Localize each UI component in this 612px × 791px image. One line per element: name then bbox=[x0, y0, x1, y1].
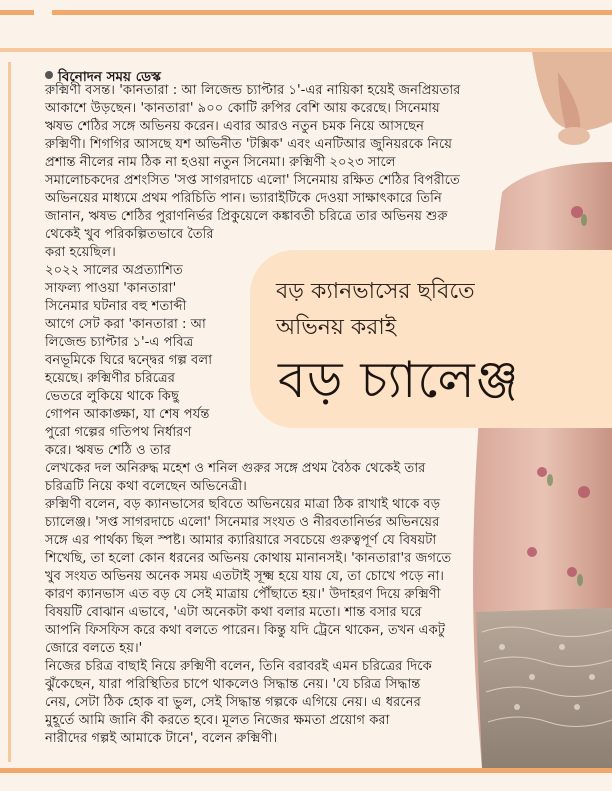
bullet-icon bbox=[45, 71, 53, 79]
body-line: থেকেই খুব পরিকল্পিতভাবে তৈরি bbox=[45, 227, 214, 242]
body-line: চরিত্রটি নিয়ে কথা বলেছেন অভিনেত্রী। bbox=[45, 479, 247, 494]
body-line: সাফল্য পাওয়া 'কানতারা' bbox=[45, 281, 177, 296]
top-rule-long bbox=[52, 10, 612, 15]
body-line: রুক্মিণী বসন্ত। 'কানতারা : আ লিজেন্ড চ্যাপ্টার ১'-এর নায়িকা হয়েই জনপ্রিয়তার bbox=[45, 83, 461, 98]
body-line: অভিনয়ের মাধ্যমে প্রথম পরিচিতি পান। ভ্যারাইটিকে দেওয়া সাক্ষাৎকারে তিনি bbox=[45, 191, 442, 206]
body-line: নিজের চরিত্র বাছাই নিয়ে রুক্মিণী বলেন, তিনি বরাবরই এমন চরিত্রের দিকে bbox=[45, 659, 432, 674]
body-line: করা হয়েছিল। bbox=[45, 245, 116, 260]
body-line: পুরো গল্পের গতিপথ নির্ধারণ bbox=[45, 425, 192, 440]
body-line: মুহূর্তে আমি জানি কী করতে হবে। মূলত নিজের ক্ষমতা প্রয়োগ করা bbox=[45, 713, 390, 728]
body-line: হয়েছে। রুক্মিণীর চরিত্রের bbox=[45, 371, 176, 386]
body-line: কারণ ক্যানভাস এত বড় যে সেই মাত্রায় পৌঁছাতে হয়।' উদাহরণ দিয়ে রুক্মিণী bbox=[45, 587, 441, 602]
body-line: সঙ্গে এর পার্থক্য ছিল স্পষ্ট। আমার ক্যারিয়ারে সবচেয়ে গুরুত্বপূর্ণ যে বিষয়টা bbox=[45, 533, 437, 548]
body-line: ২০২২ সালের অপ্রত্যাশিত bbox=[45, 263, 183, 278]
body-line: নেয়, সেটা ঠিক হোক বা ভুল, সেই সিদ্ধান্ত গল্পকে এগিয়ে নেয়। এ ধরনের bbox=[45, 695, 421, 710]
body-line: খুব সংযত অভিনয় অনেক সময় এতটাই সূক্ষ্ম হয়ে যায় যে, তা চোখে পড়ে না। bbox=[45, 569, 444, 584]
body-line: আপনি ফিসফিস করে কথা বলতে পারেন। কিন্তু যদি ট্রেনে থাকেন, তখন একটু bbox=[45, 623, 446, 638]
pullquote-headline: বড় চ্যালেঞ্জ bbox=[278, 351, 520, 409]
body-line: বিষয়টি বোঝান এভাবে, 'এটা অনেকটা কথা বলার মতো। শান্ত বসার ঘরে bbox=[45, 605, 422, 620]
body-line: ঋষভ শেঠির সঙ্গে অভিনয় করেন। এবার আরও নতুন চমক নিয়ে আসছেন bbox=[45, 119, 424, 134]
body-line: প্রশান্ত নীলের নাম ঠিক না হওয়া নতুন সিনেমা। রুক্মিণী ২০২৩ সালে bbox=[45, 155, 396, 170]
pullquote-line-1: বড় ক্যানভাসের ছবিতে bbox=[276, 279, 475, 304]
body-line: রুক্মিণী। শিগগির আসছে যশ অভিনীত 'টক্সিক' এবং এনটিআর জুনিয়রকে নিয়ে bbox=[45, 137, 453, 152]
pullquote-line-2: অভিনয় করাই bbox=[276, 315, 397, 340]
byline-text: বিনোদন সময় ডেস্ক bbox=[58, 69, 161, 85]
body-line: জানান, ঋষভ শেঠির পুরাণনির্ভর প্রিকুয়েলে কঙ্কাবতী চরিত্রে তার অভিনয় শুরু bbox=[45, 209, 448, 224]
body-line: জোরে বলতে হয়।' bbox=[45, 641, 143, 656]
body-line: গোপন আকাঙ্ক্ষা, যা শেষ পর্যন্ত bbox=[45, 407, 210, 422]
body-line: নারীদের গল্পই আমাকে টানে', বলেন রুক্মিণী। bbox=[45, 731, 278, 746]
body-line: লেখকের দল অনিরুদ্ধ মহেশ ও শনিল গুরুর সঙ্গে প্রথম বৈঠক থেকেই তার bbox=[45, 461, 426, 476]
body-line: ঝুঁকেছেন, যারা পরিস্থিতির চাপে থাকলেও সিদ্ধান্ত নেয়। 'যে চরিত্র সিদ্ধান্ত bbox=[45, 677, 421, 692]
body-line: আকাশে উড়ছেন। 'কানতারা' ৯০০ কোটি রুপির বেশি আয় করেছে। সিনেমায় bbox=[45, 101, 440, 116]
body-line: শিখেছি, তা হলো কোন ধরনের অভিনয় কোথায় মানানসই। 'কানতারা'র জগতে bbox=[45, 551, 452, 566]
body-line: রুক্মিণী বলেন, বড় ক্যানভাসের ছবিতে অভিনয়ের মাত্রা ঠিক রাখাই থাকে বড় bbox=[45, 497, 441, 512]
body-line: আগে সেট করা 'কানতারা : আ bbox=[45, 317, 207, 332]
bottom-rule bbox=[0, 768, 612, 773]
body-line: সমালোচকদের প্রশংসিত 'সপ্ত সাগরদাচে এলো' সিনেমায় রক্ষিত শেঠির বিপরীতে bbox=[45, 173, 460, 188]
left-margin-rule bbox=[8, 62, 11, 762]
body-line: লিজেন্ড চ্যাপ্টার ১'-এ পবিত্র bbox=[45, 335, 194, 350]
body-line: করে। ঋষভ শেঠি ও তার bbox=[45, 443, 171, 458]
body-line: ভেতরে লুকিয়ে থাকে কিছু bbox=[45, 389, 179, 404]
body-line: বনভূমিকে ঘিরে দ্বন্দ্বের গল্প বলা bbox=[45, 353, 213, 368]
body-line: চ্যালেঞ্জ। 'সপ্ত সাগরদাচে এলো' সিনেমার সংযত ও নীরবতানির্ভর অভিনয়ের bbox=[45, 515, 440, 530]
body-line: সিনেমার ঘটনার বহু শতাব্দী bbox=[45, 299, 187, 314]
top-rule-short bbox=[0, 10, 34, 15]
